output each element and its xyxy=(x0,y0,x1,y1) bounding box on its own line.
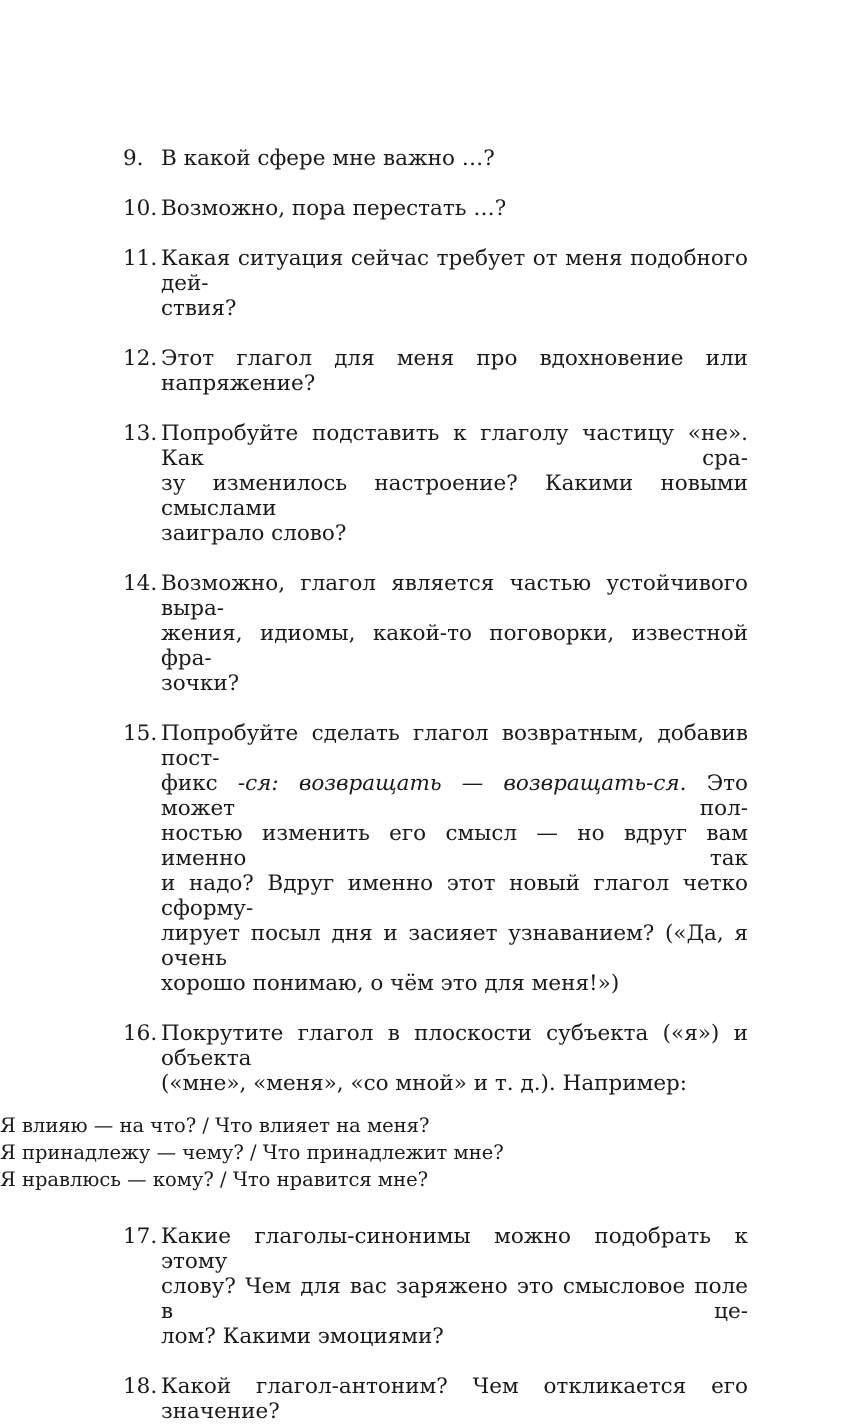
list-item-16 xyxy=(0,1021,748,1199)
item-text-line-mixed xyxy=(161,771,748,821)
item-text-line: зу изменилось настроение? Какими новыми смыслами xyxy=(161,471,748,521)
item-number: 11. xyxy=(123,246,158,271)
item-text-line: Возможно, глагол является частью устойчивого выра- xyxy=(161,571,748,621)
item-text-line: заиграло слово? xyxy=(161,521,347,546)
item-number: 10. xyxy=(123,196,158,221)
list-item-9 xyxy=(123,146,748,171)
item-number: 9. xyxy=(123,146,144,171)
item-text-line: ностью изменить его смысл — но вдруг вам именно так xyxy=(161,821,748,871)
item-text-line: Попробуйте подставить к глаголу частицу «не». Как сра- xyxy=(161,421,748,471)
list-item-14 xyxy=(123,571,748,696)
item-text-line: Возможно, пора перестать …? xyxy=(161,196,507,221)
list-item-15 xyxy=(123,721,748,996)
item-text-line: жения, идиомы, какой-то поговорки, известной фра- xyxy=(161,621,748,671)
item-number: 13. xyxy=(123,421,158,446)
item-text-line: Попробуйте сделать глагол возвратным, добавив пост- xyxy=(161,721,748,771)
list-item-10 xyxy=(123,196,748,221)
example-line: Я нравлюсь — кому? / Что нравится мне? xyxy=(0,1168,429,1191)
item-number: 18. xyxy=(123,1374,158,1399)
example-block xyxy=(0,1112,844,1193)
item-number: 14. xyxy=(123,571,158,596)
list-item-17 xyxy=(123,1224,748,1349)
item-number: 17. xyxy=(123,1224,158,1249)
item-text-line: Какой глагол-антоним? Чем откликается его значение? xyxy=(161,1374,748,1424)
item-number: 15. xyxy=(123,721,158,746)
item-text-line: хорошо понимаю, о чём это для меня!») xyxy=(161,971,620,996)
text-fragment: Это может пол- xyxy=(161,771,748,821)
item-text-line: ствия? xyxy=(161,296,237,321)
list-item-18 xyxy=(123,1374,748,1424)
item-text-line: слову? Чем для вас заряжено это смысловое поле в це- xyxy=(161,1274,748,1324)
item-text-line: зочки? xyxy=(161,671,240,696)
list-item-13 xyxy=(123,421,748,546)
example-line: Я принадлежу — чему? / Что принадлежит мне? xyxy=(0,1141,504,1164)
item-text-line: лом? Какими эмоциями? xyxy=(161,1324,444,1349)
item-text-line: Какая ситуация сейчас требует от меня подобного дей- xyxy=(161,246,748,296)
item-number: 16. xyxy=(123,1021,158,1046)
item-text-line: («мне», «меня», «со мной» и т. д.). Например: xyxy=(161,1071,688,1096)
list-item-12 xyxy=(123,346,748,396)
item-text-line: Покрутите глагол в плоскости субъекта («я») и объекта xyxy=(161,1021,748,1071)
italic-example: -ся: возвращать — возвращать-ся. xyxy=(237,771,687,796)
item-text-line: и надо? Вдруг именно этот новый глагол четко сформу- xyxy=(161,871,748,921)
item-text-line: лирует посыл дня и засияет узнаванием? («Да, я очень xyxy=(161,921,748,971)
item-text-line: Какие глаголы-синонимы можно подобрать к этому xyxy=(161,1224,748,1274)
item-number: 12. xyxy=(123,346,158,371)
text-fragment: фикс xyxy=(161,771,238,796)
item-text-line: Этот глагол для меня про вдохновение или напряжение? xyxy=(161,346,748,396)
list-item-11 xyxy=(123,246,748,321)
item-text-line: В какой сфере мне важно …? xyxy=(161,146,495,171)
example-line: Я влияю — на что? / Что влияет на меня? xyxy=(0,1114,430,1137)
